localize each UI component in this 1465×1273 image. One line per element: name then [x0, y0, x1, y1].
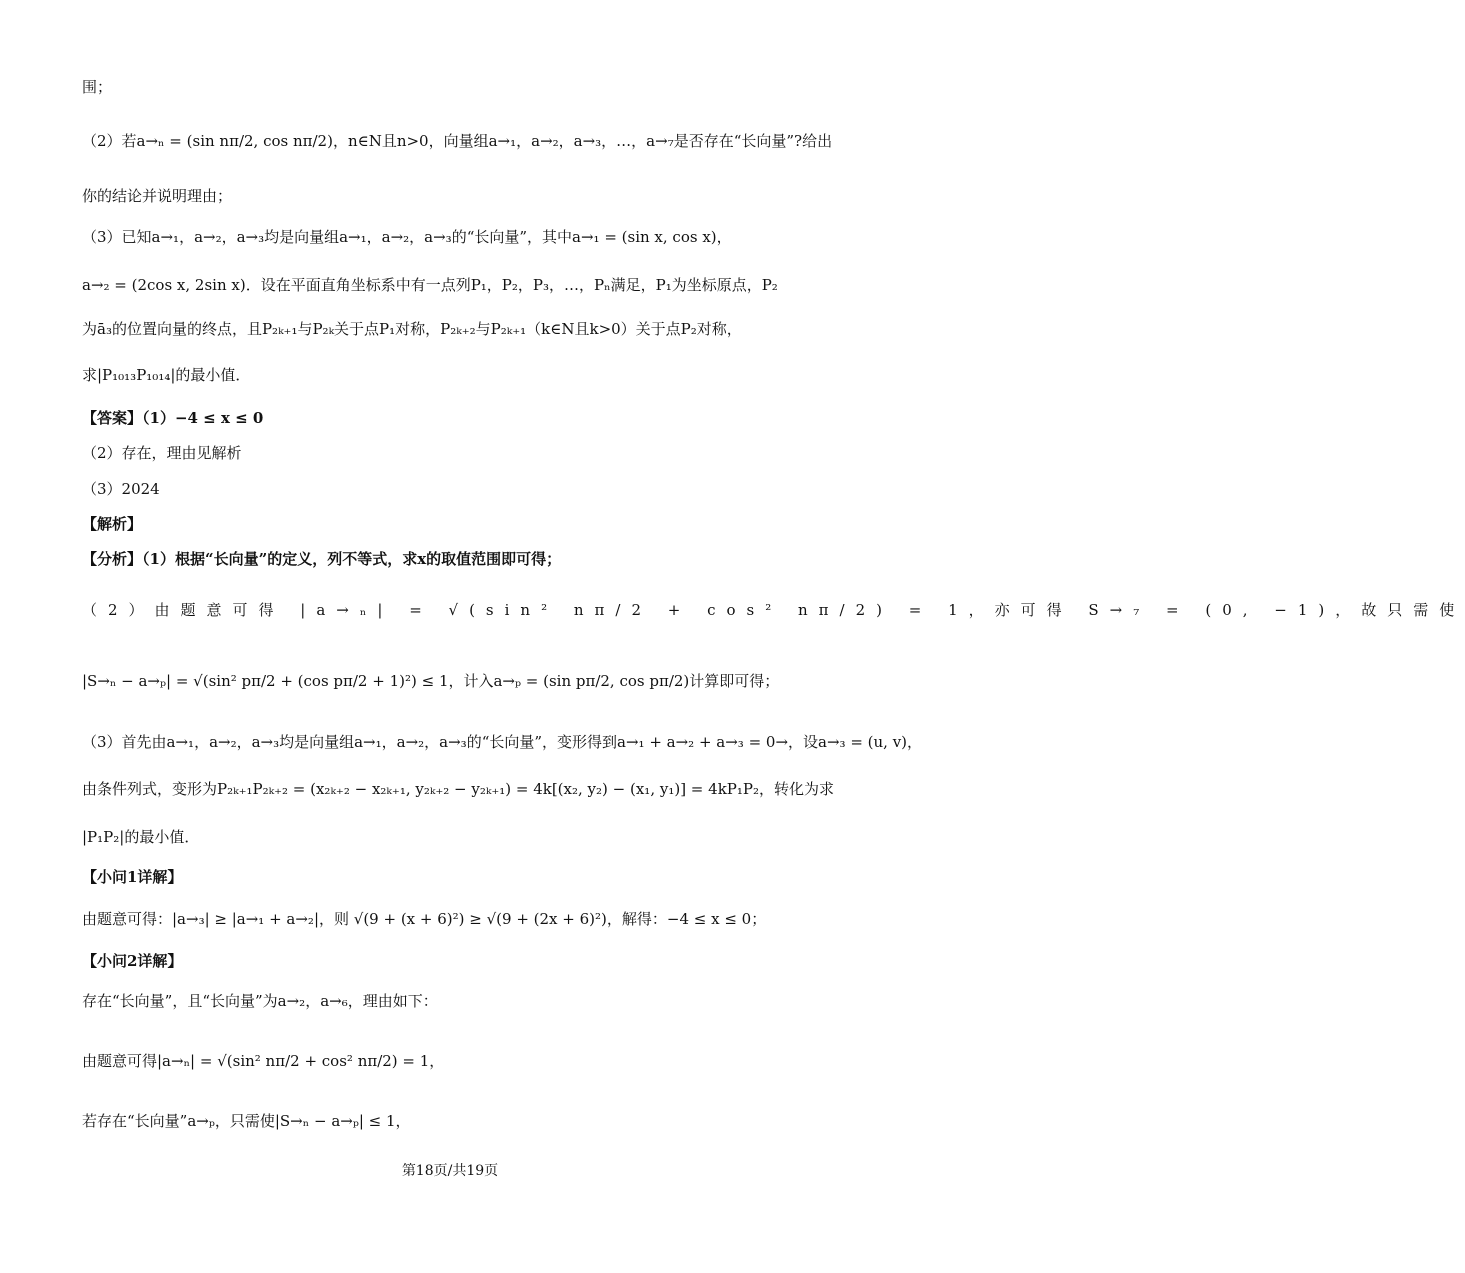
text-line: 求|P₁₀₁₃P₁₀₁₄|的最小值．	[82, 366, 251, 384]
text-line: a→₂ = (2cos x, 2sin x)．设在平面直角坐标系中有一点列P₁，P₂，P₃，…，Pₙ满足，P₁为坐标原点，P₂	[82, 276, 778, 294]
text-line: 你的结论并说明理由；	[82, 187, 233, 205]
text-line: （3）2024	[82, 480, 160, 498]
text-line: 若存在“长向量”a→ₚ，只需使|S→ₙ − a→ₚ| ≤ 1，	[82, 1112, 411, 1130]
text-line: 【小问2详解】	[82, 952, 183, 970]
text-line: （2）由题意可得 |a→ₙ| = √(sin² nπ/2 + cos² nπ/2) = 1，亦可得 S→₇ = (0, −1)，故只需使	[82, 601, 1465, 619]
text-line: （2）若a→ₙ = (sin nπ/2, cos nπ/2)，n∈N且n>0，向量组a→₁，a→₂，a→₃，…，a→₇是否存在“长向量”?给出	[82, 132, 833, 150]
text-line: 由题意可得：|a→₃| ≥ |a→₁ + a→₂|，则 √(9 + (x + 6)²) ≥ √(9 + (2x + 6)²)，解得：−4 ≤ x ≤ 0；	[82, 910, 767, 928]
text-line: |S→ₙ − a→ₚ| = √(sin² pπ/2 + (cos pπ/2 + 1)²) ≤ 1，计入a→ₚ = (sin pπ/2, cos pπ/2)计算即可得；	[82, 672, 780, 690]
page-footer: 第18页/共19页	[401, 1163, 499, 1179]
text-line: 【答案】（1）−4 ≤ x ≤ 0	[82, 409, 264, 427]
text-line: 围；	[82, 78, 113, 96]
text-line: （3）首先由a→₁，a→₂，a→₃均是向量组a→₁，a→₂，a→₃的“长向量”，变形得到a→₁ + a→₂ + a→₃ = 0→，设a→₃ = (u, v)，	[82, 733, 923, 751]
text-line: （2）存在，理由见解析	[82, 444, 242, 462]
text-line: 【小问1详解】	[82, 868, 183, 886]
text-line: 存在“长向量”，且“长向量”为a→₂，a→₆，理由如下：	[82, 992, 438, 1010]
text-line: 【分析】（1）根据“长向量”的定义，列不等式，求x的取值范围即可得；	[82, 550, 562, 568]
text-line: |P₁P₂|的最小值．	[82, 828, 200, 846]
text-line: 【解析】	[82, 515, 143, 533]
text-line: （3）已知a→₁，a→₂，a→₃均是向量组a→₁，a→₂，a→₃的“长向量”，其中a→₁ = (sin x, cos x)，	[82, 228, 732, 246]
text-line: 由题意可得|a→ₙ| = √(sin² nπ/2 + cos² nπ/2) = 1，	[82, 1052, 445, 1070]
text-line: 由条件列式，变形为P₂ₖ₊₁P₂ₖ₊₂ = (x₂ₖ₊₂ − x₂ₖ₊₁, y₂ₖ₊₂ − y₂ₖ₊₁) = 4k[(x₂, y₂) − (x₁, y₁)] = 4kP₁P₂，转化为求	[82, 780, 834, 798]
text-line: 为ā₃的位置向量的终点，且P₂ₖ₊₁与P₂ₖ关于点P₁对称，P₂ₖ₊₂与P₂ₖ₊₁（k∈N且k>0）关于点P₂对称，	[82, 320, 742, 338]
